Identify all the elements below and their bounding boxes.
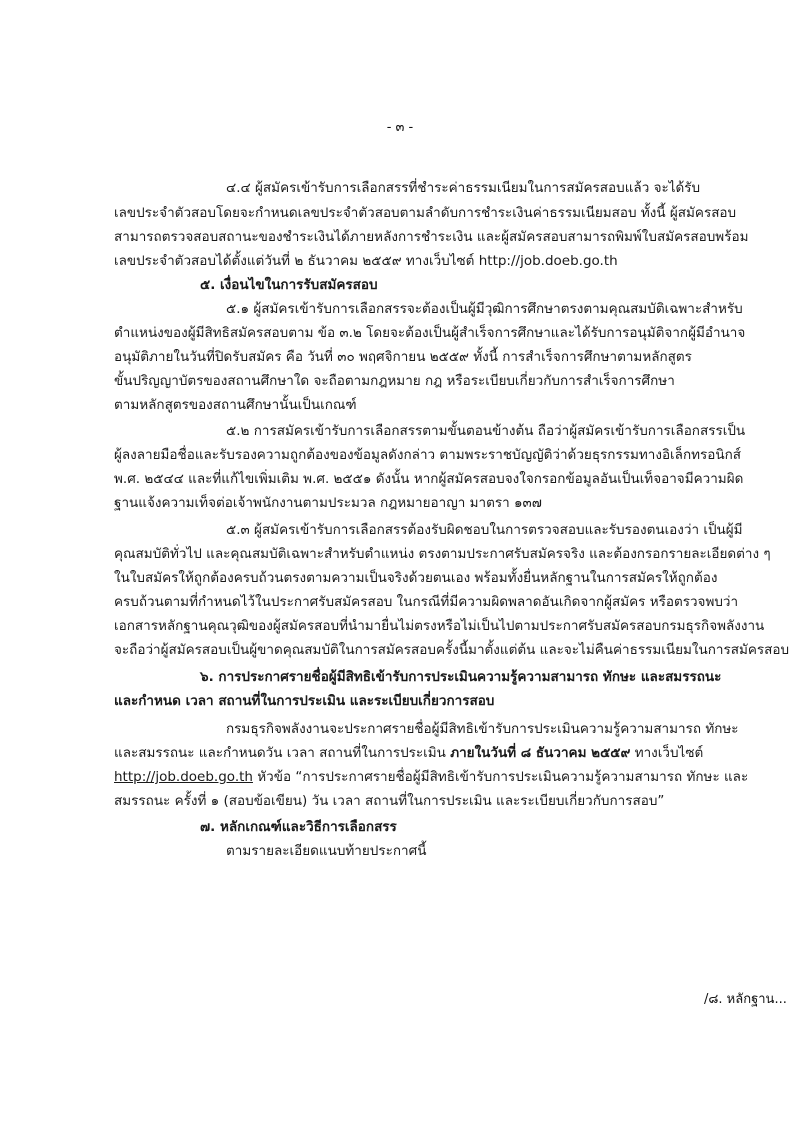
para-6-text: และสมรรถนะ และกำหนดวัน เวลา สถานที่ในการประเมิน bbox=[114, 745, 451, 761]
heading-7: ๗. หลักเกณฑ์และวิธีการเลือกสรร bbox=[200, 819, 397, 835]
para-5-1-line: ขั้นปริญญาบัตรของสถานศึกษาใด จะถือตามกฎหมาย กฎ หรือระเบียบเกี่ยวกับการสำเร็จการศึกษา bbox=[114, 373, 675, 389]
para-5-2-line: ฐานแจ้งความเท็จต่อเจ้าพนักงานตามประมวล กฎหมายอาญา มาตรา ๑๓๗ bbox=[114, 495, 542, 511]
page-number: - ๓ - bbox=[386, 120, 414, 135]
para-5-1-line: อนุมัติภายในวันที่ปิดรับสมัคร คือ วันที่ ๓๐ พฤศจิกายน ๒๕๕๙ ทั้งนี้ การสำเร็จการศึกษาตามหลักสูตร bbox=[114, 349, 692, 365]
para-5-3-line: ๕.๓ ผู้สมัครเข้ารับการเลือกสรรต้องรับผิดชอบในการตรวจสอบและรับรองตนเองว่า เป็นผู้มี bbox=[226, 522, 743, 538]
para-5-2-line: พ.ศ. ๒๕๔๔ และที่แก้ไขเพิ่มเติม พ.ศ. ๒๕๕๑ ดังนั้น หากผู้สมัครสอบจงใจกรอกข้อมูลอันเป็นเท็จอาจมีความผิด bbox=[114, 471, 744, 487]
para-5-1-line: ตามหลักสูตรของสถานศึกษานั้นเป็นเกณฑ์ bbox=[114, 397, 357, 413]
para-6-text: ทางเว็บไซต์ bbox=[630, 745, 704, 761]
para-5-1-line: ตำแหน่งของผู้มีสิทธิสมัครสอบตาม ข้อ ๓.๒ โดยจะต้องเป็นผู้สำเร็จการศึกษาและได้รับการอนุมัติจากผู้มีอำนาจ bbox=[114, 325, 746, 341]
para-6-text: หัวข้อ “การประกาศรายชื่อผู้มีสิทธิเข้ารับการประเมินความรู้ความสามารถ ทักษะ และ bbox=[252, 769, 749, 785]
para-6-line: สมรรถนะ ครั้งที่ ๑ (สอบข้อเขียน) วัน เวลา สถานที่ในการประเมิน และระเบียบเกี่ยวกับการสอบ” bbox=[114, 793, 665, 809]
para-5-1-line: ๕.๑ ผู้สมัครเข้ารับการเลือกสรรจะต้องเป็นผู้มีวุฒิการศึกษาตรงตามคุณสมบัติเฉพาะสำหรับ bbox=[226, 301, 743, 317]
para-4-4-line: เลขประจำตัวสอบได้ตั้งแต่วันที่ ๒ ธันวาคม ๒๕๕๙ ทางเว็บไซต์ http://job.doeb.go.th bbox=[114, 253, 618, 269]
para-6-line bbox=[114, 743, 703, 763]
heading-6-line: และกำหนด เวลา สถานที่ในการประเมิน และระเบียบเกี่ยวการสอบ bbox=[114, 693, 495, 709]
para-7: ตามรายละเอียดแนบท้ายประกาศนี้ bbox=[226, 843, 427, 859]
para-5-3-line: คุณสมบัติทั่วไป และคุณสมบัติเฉพาะสำหรับตำแหน่ง ตรงตามประกาศรับสมัครจริง และต้องกรอกรายละเอียดต่าง ๆ bbox=[114, 546, 771, 562]
para-5-3-line: เอกสารหลักฐานคุณวุฒิของผู้สมัครสอบที่นำมายื่นไม่ตรงหรือไม่เป็นไปตามประกาศรับสมัครสอบกรมธุรกิจพลังงาน bbox=[114, 618, 765, 634]
para-5-2-line: ผู้ลงลายมือชื่อและรับรองความถูกต้องของข้อมูลดังกล่าว ตามพระราชบัญญัติว่าด้วยธุรกรรมทางอิเล็กทรอนิกส์ bbox=[114, 447, 742, 463]
website-link[interactable]: http://job.doeb.go.th bbox=[114, 769, 253, 785]
para-4-4-line: ๔.๔ ผู้สมัครเข้ารับการเลือกสรรที่ชำระค่าธรรมเนียมในการสมัครสอบแล้ว จะได้รับ bbox=[226, 180, 701, 196]
heading-5: ๕. เงื่อนไขในการรับสมัครสอบ bbox=[200, 277, 378, 293]
para-5-3-line: ในใบสมัครให้ถูกต้องครบถ้วนตรงตามความเป็นจริงด้วยตนเอง พร้อมทั้งยื่นหลักฐานในการสมัครให้ถูกต้อง bbox=[114, 570, 718, 586]
continuation-footer: /๘. หลักฐาน... bbox=[704, 992, 787, 1007]
heading-6-line: ๖. การประกาศรายชื่อผู้มีสิทธิเข้ารับการประเมินความรู้ความสามารถ ทักษะ และสมรรถนะ bbox=[200, 669, 722, 685]
para-6-line bbox=[114, 767, 748, 787]
announce-date: ภายในวันที่ ๘ ธันวาคม ๒๕๕๙ bbox=[450, 745, 631, 761]
para-5-3-line: จะถือว่าผู้สมัครสอบเป็นผู้ขาดคุณสมบัติในการสมัครสอบครั้งนี้มาตั้งแต่ต้น และจะไม่คืนค่าธรรมเนียมในการสมัครสอบ bbox=[114, 642, 790, 658]
para-5-3-line: ครบถ้วนตามที่กำหนดไว้ในประกาศรับสมัครสอบ ในกรณีที่มีความผิดพลาดอันเกิดจากผู้สมัคร หรือตรวจพบว่า bbox=[114, 594, 739, 610]
para-5-2-line: ๕.๒ การสมัครเข้ารับการเลือกสรรตามขั้นตอนข้างต้น ถือว่าผู้สมัครเข้ารับการเลือกสรรเป็น bbox=[226, 423, 746, 439]
para-4-4-line: เลขประจำตัวสอบโดยจะกำหนดเลขประจำตัวสอบตามลำดับการชำระเงินค่าธรรมเนียมสอบ ทั้งนี้ ผู้สมัครสอบ bbox=[114, 205, 737, 221]
para-4-4-line: สามารถตรวจสอบสถานะของชำระเงินได้ภายหลังการชำระเงิน และผู้สมัครสอบสามารถพิมพ์ใบสมัครสอบพร้อม bbox=[114, 229, 749, 245]
para-6-line: กรมธุรกิจพลังงานจะประกาศรายชื่อผู้มีสิทธิเข้ารับการประเมินความรู้ความสามารถ ทักษะ bbox=[226, 721, 739, 737]
